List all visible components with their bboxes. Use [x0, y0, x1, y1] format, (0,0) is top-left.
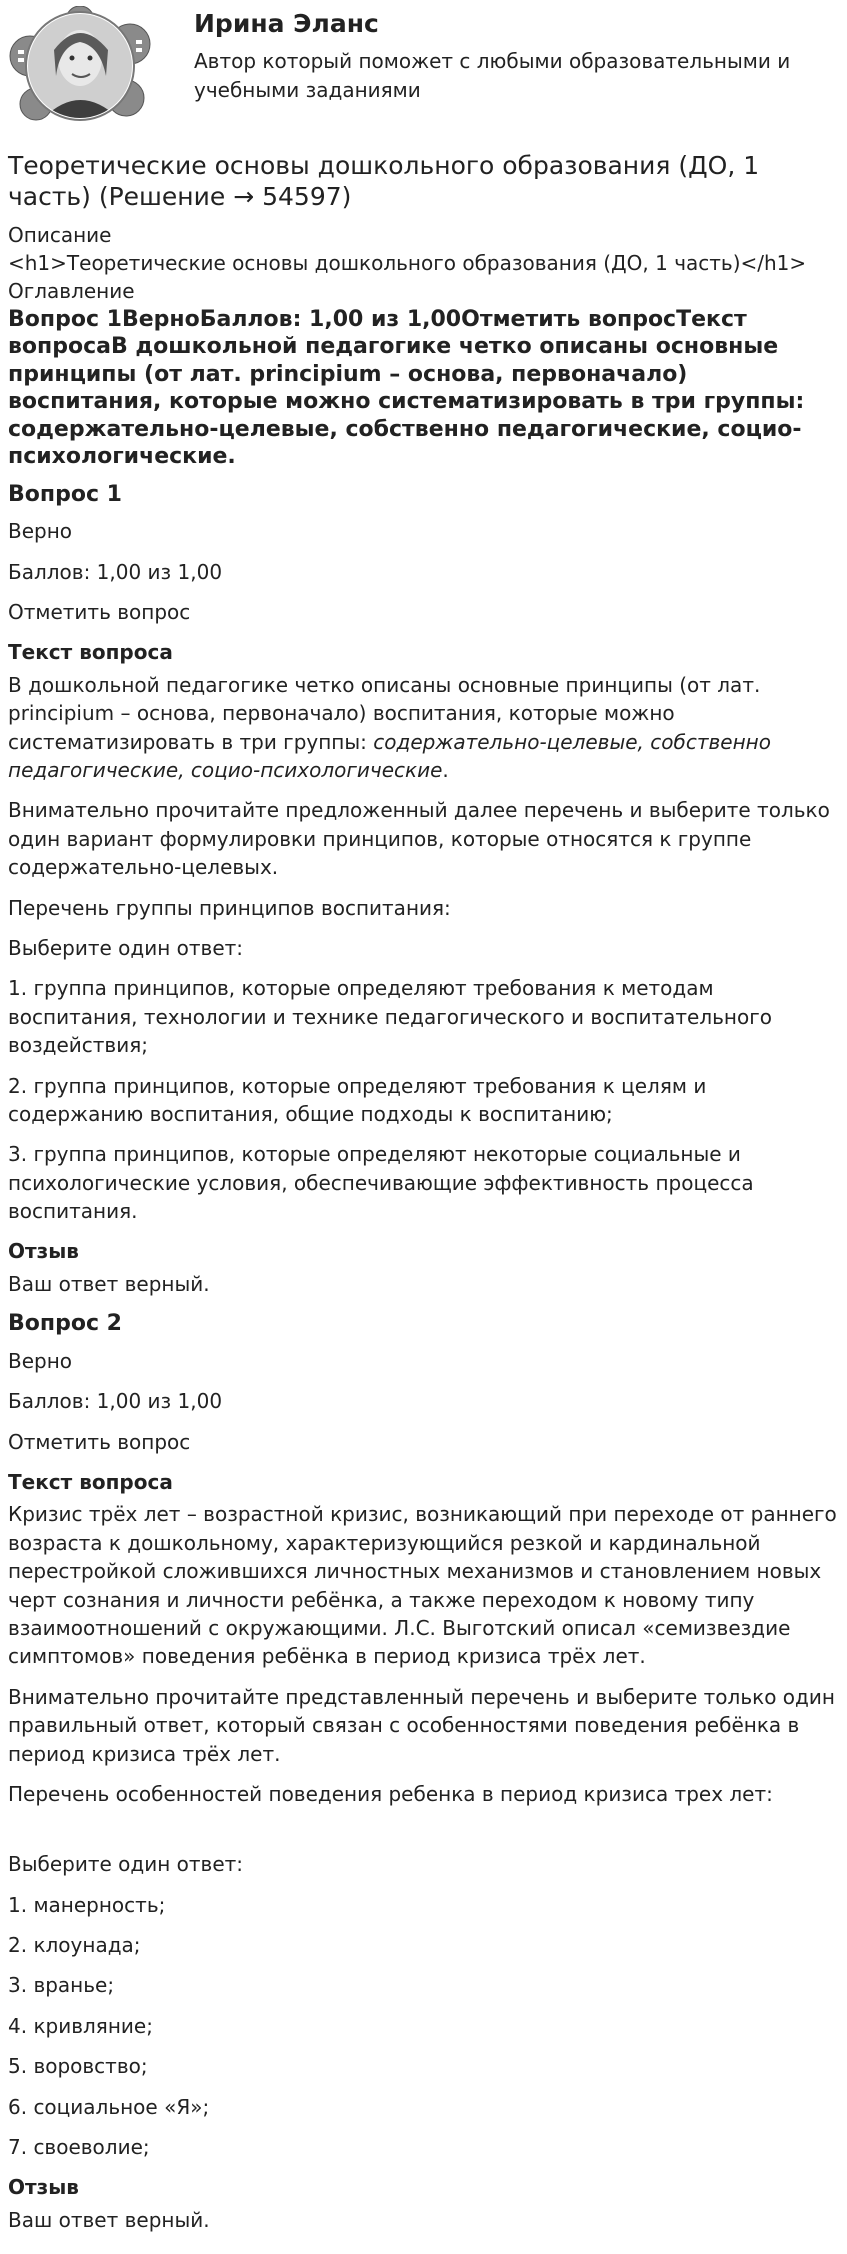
question-1-instruction: Внимательно прочитайте предложенный далее перечень и выберите только один вариант формулировки принципов, которые относятся к группе содержательно-целевых.: [8, 798, 830, 880]
question-1-feedback-label: Отзыв: [8, 1239, 79, 1264]
question-1-score: Баллов: 1,00 из 1,00: [8, 559, 223, 584]
question-2-title: Вопрос 2: [8, 1311, 122, 1337]
question-1-text-part: В дошкольной педагогике четко описаны основные принципы (от лат. principium – основа, первоначало) воспитания, которые можно систематизировать в три группы:: [8, 672, 761, 754]
question-2-choose-label: Выберите один ответ:: [8, 1852, 244, 1877]
question-2-list-label: Перечень особенностей поведения ребенка в период кризиса трех лет:: [8, 1781, 773, 1806]
question-1-option-3[interactable]: 3. группа принципов, которые определяют некоторые социальные и психологические условия, обеспечивающие эффективность процесса воспитания.: [8, 1142, 754, 1224]
page-title: Теоретические основы дошкольного образования (ДО, 1 часть) (Решение → 54597): [8, 151, 760, 212]
question-2-option-7[interactable]: 7. своеволие;: [8, 2135, 150, 2160]
author-description: Автор который поможет с любыми образовательными и учебными заданиями: [194, 48, 791, 102]
question-1-status: Верно: [8, 519, 73, 544]
question-1-flag[interactable]: Отметить вопрос: [8, 600, 191, 625]
question-2-instruction: Внимательно прочитайте представленный перечень и выберите только один правильный ответ, который связан с особенностями поведения ребёнка в период кризиса трёх лет.: [8, 1684, 835, 1766]
question-2-status: Верно: [8, 1348, 73, 1373]
question-1-feedback: Ваш ответ верный.: [8, 1271, 210, 1296]
question-1-option-2[interactable]: 2. группа принципов, которые определяют требования к целям и содержанию воспитания, общие подходы к воспитанию;: [8, 1073, 707, 1126]
question-1-choose-label: Выберите один ответ:: [8, 935, 244, 960]
spacer: [8, 1820, 847, 1850]
question-1-text-end: .: [442, 758, 449, 782]
question-1-title: Вопрос 1: [8, 481, 122, 507]
question-2-feedback-label: Отзыв: [8, 2175, 79, 2200]
question-2-option-3[interactable]: 3. вранье;: [8, 1973, 115, 1998]
author-avatar[interactable]: [8, 6, 152, 132]
description-label: Описание: [8, 222, 112, 247]
author-name[interactable]: Ирина Эланс: [194, 9, 379, 38]
h1-raw-text: <h1>Теоретические основы дошкольного образования (ДО, 1 часть)</h1>: [8, 250, 807, 275]
question-2-score: Баллов: 1,00 из 1,00: [8, 1389, 223, 1414]
question-1-text-label: Текст вопроса: [8, 640, 173, 665]
question-1-text-italic: содержательно-целевые, собственно педагогические, социо-психологические: [8, 729, 771, 782]
question-2-option-2[interactable]: 2. клоунада;: [8, 1933, 141, 1958]
question-2-option-6[interactable]: 6. социальное «Я»;: [8, 2094, 210, 2119]
question-2-option-1[interactable]: 1. манерность;: [8, 1892, 166, 1917]
question-1-text: [8, 671, 838, 785]
question-1-list-label: Перечень группы принципов воспитания:: [8, 895, 451, 920]
author-card: [8, 0, 847, 146]
question-1-option-1[interactable]: 1. группа принципов, которые определяют требования к методам воспитания, технологии и технике педагогического и воспитательного воздействия;: [8, 976, 772, 1058]
question-2-feedback: Ваш ответ верный.: [8, 2207, 210, 2232]
question-2-text: Кризис трёх лет – возрастной кризис, возникающий при переходе от раннего возраста к дошкольному, характеризующийся резкой и кардинальной перестройкой сложившихся личностных механизмов и становлением новых черт сознания и личности ребёнка, а также переходом к новому типу взаимоотношений с окружающими. Л.С. Выготский описал «семизвездие симптомов» поведения ребёнка в период кризиса трёх лет.: [8, 1502, 837, 1669]
quiz-heading: Вопрос 1ВерноБаллов: 1,00 из 1,00Отметить вопросТекст вопросаВ дошкольной педагогике четко описаны основные принципы (от лат. principium – основа, первоначало) воспитания, которые можно систематизировать в три группы: содержательно-целевые, собственно педагогические, социо-психологические.: [8, 306, 805, 470]
question-2-text-label: Текст вопроса: [8, 1470, 173, 1495]
question-2-flag[interactable]: Отметить вопрос: [8, 1429, 191, 1454]
question-2-option-4[interactable]: 4. кривляние;: [8, 2013, 153, 2038]
toc-label: Оглавление: [8, 279, 135, 304]
question-2-option-5[interactable]: 5. воровство;: [8, 2054, 148, 2079]
